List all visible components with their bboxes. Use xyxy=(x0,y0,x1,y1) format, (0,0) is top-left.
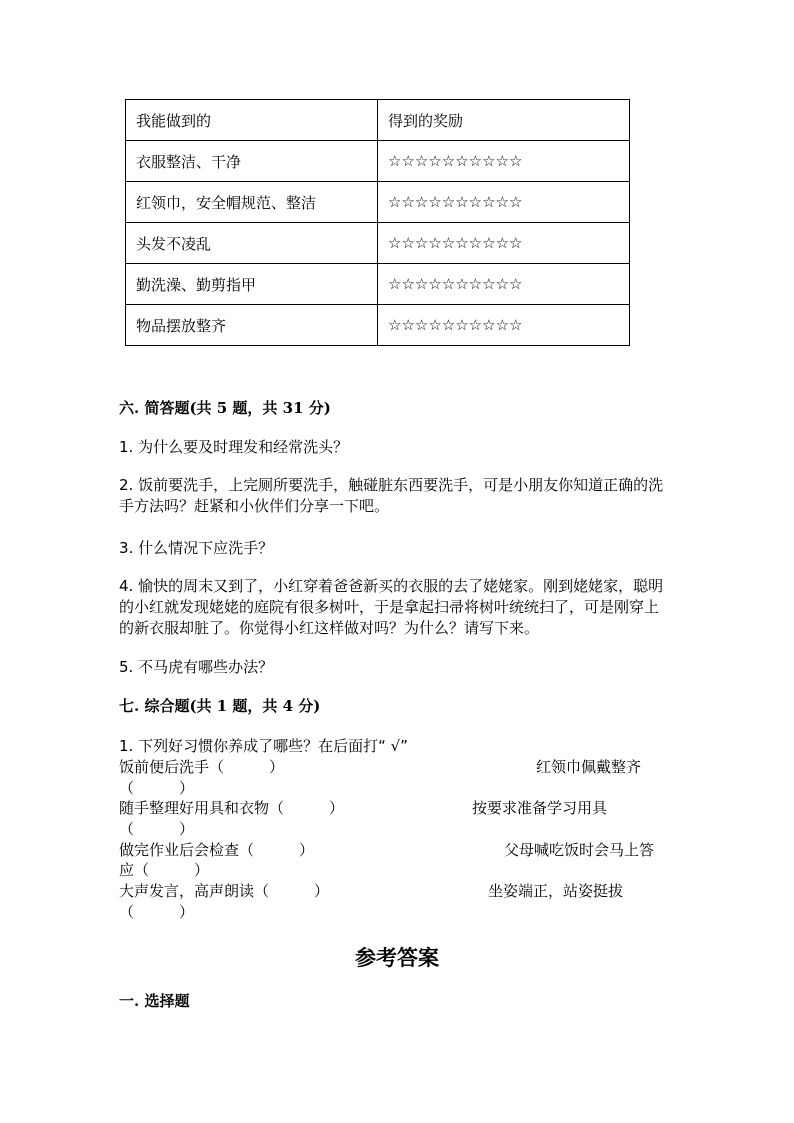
table-cell: 衣服整洁、干净 xyxy=(126,141,378,182)
question-6-4: 4. 愉快的周末又到了，小红穿着爸爸新买的衣服的去了姥姥家。刚到姥姥家，聪明的小红就发现姥姥的庭院有很多树叶，于是拿起扫帚将树叶统统扫了，可是刚穿上的新衣服却脏了。你觉得小红这样做对吗？为什么？请写下来。 xyxy=(119,577,664,637)
habit-item: 坐姿端正，站姿挺拔 xyxy=(488,882,624,900)
habit-item: 随手整理好用具和衣物（ ） xyxy=(119,799,345,817)
table-cell: ☆☆☆☆☆☆☆☆☆☆ xyxy=(378,182,630,223)
habit-blank: （ ） xyxy=(119,820,195,838)
answers-title: 参考答案 xyxy=(355,945,439,970)
habit-item: 按要求准备学习用具 xyxy=(472,799,608,817)
habit-blank: 应（ ） xyxy=(119,861,210,879)
table-row xyxy=(126,182,630,223)
table-cell: ☆☆☆☆☆☆☆☆☆☆ xyxy=(378,223,630,264)
table-header-cell: 得到的奖励 xyxy=(378,100,630,141)
habit-item: 红领巾佩戴整齐 xyxy=(536,758,642,776)
section-6-title: 六. 简答题(共 5 题，共 31 分) xyxy=(119,399,331,417)
question-7-1: 1. 下列好习惯你养成了哪些？在后面打“ √” xyxy=(119,737,408,755)
habit-item: 父母喊吃饭时会马上答 xyxy=(504,841,655,859)
table-cell: ☆☆☆☆☆☆☆☆☆☆ xyxy=(378,305,630,346)
question-6-1: 1. 为什么要及时理发和经常洗头？ xyxy=(119,438,349,456)
habit-blank: （ ） xyxy=(119,779,195,797)
table-cell: 物品摆放整齐 xyxy=(126,305,378,346)
answers-section-1-title: 一. 选择题 xyxy=(119,992,190,1010)
table-cell: 勤洗澡、勤剪指甲 xyxy=(126,264,378,305)
table-cell: 头发不凌乱 xyxy=(126,223,378,264)
question-6-3: 3. 什么情况下应洗手？ xyxy=(119,539,274,557)
table-row xyxy=(126,223,630,264)
table-cell: ☆☆☆☆☆☆☆☆☆☆ xyxy=(378,264,630,305)
habit-item: 饭前便后洗手（ ） xyxy=(119,758,285,776)
table-row xyxy=(126,141,630,182)
reward-table xyxy=(125,99,630,346)
table-header-row xyxy=(126,100,630,141)
table-row xyxy=(126,305,630,346)
question-6-2: 2. 饭前要洗手，上完厕所要洗手，触碰脏东西要洗手，可是小朋友你知道正确的洗手方法吗？赶紧和小伙伴们分享一下吧。 xyxy=(119,476,664,515)
habit-blank: （ ） xyxy=(119,903,195,921)
table-header-cell: 我能做到的 xyxy=(126,100,378,141)
section-7-title: 七. 综合题(共 1 题，共 4 分) xyxy=(119,697,321,715)
question-6-5: 5. 不马虎有哪些办法？ xyxy=(119,658,274,676)
table-row xyxy=(126,264,630,305)
habit-item: 做完作业后会检查（ ） xyxy=(119,841,315,859)
habit-item: 大声发言，高声朗读（ ） xyxy=(119,882,330,900)
table-cell: ☆☆☆☆☆☆☆☆☆☆ xyxy=(378,141,630,182)
table-cell: 红领巾，安全帽规范、整洁 xyxy=(126,182,378,223)
